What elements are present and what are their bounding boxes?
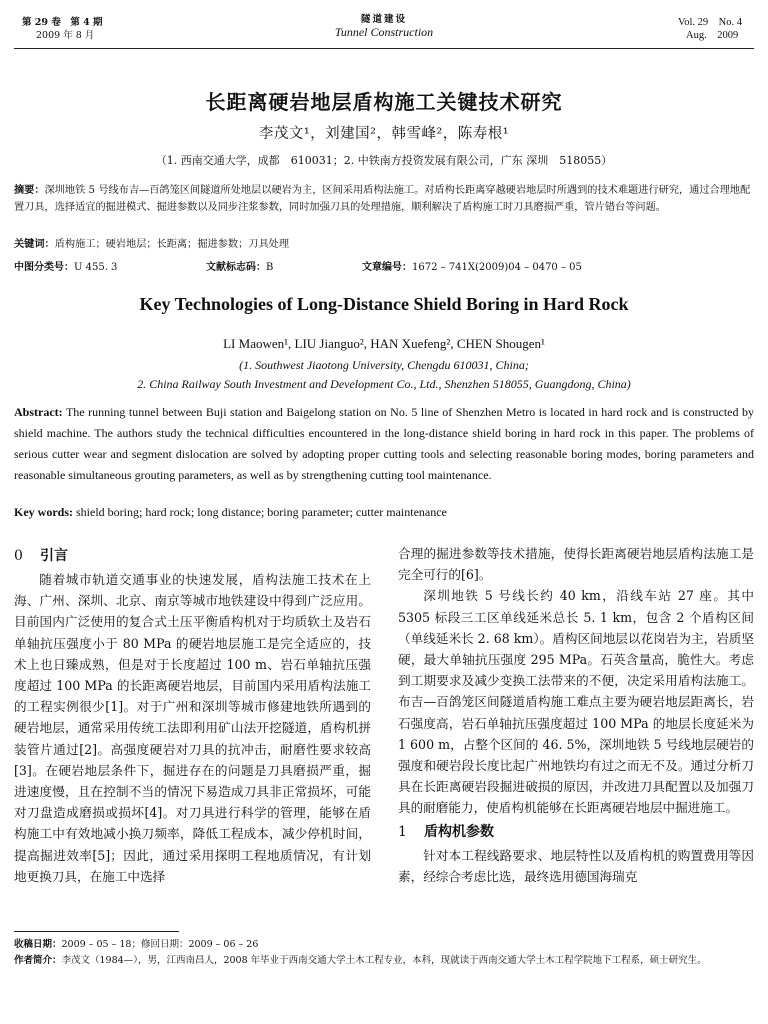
section-1-title: 盾构机参数: [424, 823, 494, 840]
abstract-cn-text: 深圳地铁 5 号线布吉—百鸽笼区间隧道所处地层以硬岩为主，区间采用盾构法施工。对盾构长距离穿越硬岩地层时所遇到的技术难题进行研究，通过合理地配置刀具，选择适宜的掘进模式、掘进参数以及同步注浆参数，同时加强刀具的处理措施，顺利解决了盾构施工时刀具磨损严重，管片错台等问题。: [14, 185, 751, 214]
classification-value: U 455. 3: [74, 262, 118, 273]
abstract-cn-label: 摘要：: [14, 184, 45, 196]
document-code: [206, 258, 273, 273]
right-col-paragraph-1: 合理的掘进参数等技术措施，使得长距离硬岩地层盾构法施工是完全可行的[6]。: [398, 546, 754, 583]
abstract-cn: [14, 182, 754, 217]
classification-label: 中图分类号：: [14, 262, 74, 273]
title-cn: 长距离硬岩地层盾构施工关键技术研究: [205, 90, 563, 114]
doc-code-value: B: [266, 262, 274, 273]
keywords-cn: [14, 236, 754, 253]
article-number: [362, 258, 582, 273]
affiliation-en-2: 2. China Railway South Investment and Development Co., Ltd., Shenzhen 518055, Guangdong, China): [137, 377, 631, 391]
right-col-paragraph-3: 针对本工程线路要求、地层特性以及盾构机的购置费用等因素，经综合考虑比选，最终选用德国海瑞克: [398, 847, 754, 884]
header-rule: [14, 48, 754, 49]
abstract-en: [14, 402, 754, 486]
footnote-rule: [14, 931, 179, 932]
section-1-number: 1: [398, 823, 407, 840]
section-1-heading: [398, 821, 754, 841]
running-header-right: [678, 16, 742, 42]
footnote-dates-text: 2009 – 05 – 18；修回日期：2009 – 06 – 26: [61, 939, 259, 950]
authors-cn: 李茂文¹，刘建国²，韩雪峰²，陈寿根¹: [258, 126, 510, 142]
keywords-cn-text: 盾构施工；硬岩地层；长距离；掘进参数；刀具处理: [54, 239, 290, 250]
date-en: Aug. 2009: [686, 30, 739, 41]
title-en: Key Technologies of Long-Distance Shield Boring in Hard Rock: [139, 294, 629, 314]
section-0-number: 0: [14, 548, 23, 564]
doc-code-label: 文献标志码：: [206, 262, 266, 273]
footnote-dates: [14, 937, 754, 952]
footnote-dates-label: 收稿日期：: [14, 939, 62, 950]
section-0-title: 引言: [40, 548, 68, 564]
authors-en: LI Maowen¹, LIU Jianguo², HAN Xuefeng², CHEN Shougen¹: [223, 336, 545, 351]
classification-number: [14, 258, 117, 273]
keywords-en: [14, 505, 754, 520]
affiliations-cn: （1. 西南交通大学，成都 610031；2. 中铁南方投资发展有限公司，广东 深圳 518055）: [155, 154, 613, 167]
footnote-author-text: 李茂文（1984—），男，江西南昌人，2008 年毕业于西南交通大学土木工程专业，本科，现就读于西南交通大学土木工程学院地下工程系，硕士研究生。: [61, 955, 707, 966]
journal-name-en: Tunnel Construction: [334, 25, 434, 39]
abstract-en-text: The running tunnel between Buji station and Baigelong station on No. 5 line of Shenzhen Metro is located in hard rock and is constructed by shield machine. The authors study the technical difficulties encountered in the long-distance shield boring in hard rock in this paper. The problems of serious cutter wear and segment dislocation are solved by adopting proper cutting tools and selecting reasonable boring modes, boring parameters and reasonable simultaneous grouting parameters, as well as by strengthening cutting tool maintenance.: [14, 405, 754, 482]
left-column: [14, 545, 371, 887]
section-0-paragraph: 随着城市轨道交通事业的快速发展，盾构法施工技术在上海、广州、深圳、北京、南京等城市地铁建设中得到广泛应用。目前国内广泛使用的复合式土压平衡盾构机对于均质软土及岩石单轴抗压强度小于 80 MPa 的硬岩地层施工是完全适应的，技术上也日臻成熟，但是对于长度超过 100 m、岩石单轴抗压强度超过 100 MPa 的长距离硬岩地层，目前国内采用盾构法施工的工程实例很少[1]。对于广州和深圳等城市修建地铁所遇到的硬岩地层，通常采用传统工法即利用矿山法开挖隧道，盾构机拼装管片通过[2]。高强度硬岩对刀具的抗冲击，耐磨性要求较高[3]。在硬岩地层条件下，掘进存在的问题是刀具磨损严重，掘进速度慢，且在控制不当的情况下易造成刀具非正常损坏，可能对刀盘造成磨损或损坏[4]。对刀具进行科学的管理，能够在盾构施工中有效地减小换刀频率，降低工程成本，减少停机时间，提高掘进效率[5]；因此，通过采用探明工程地质情况，有计划地更换刀具，在施工中选择: [14, 572, 371, 884]
volume-issue-cn: 第 29 卷 第 4 期: [22, 17, 103, 28]
abstract-en-label: Abstract:: [14, 405, 63, 419]
footnote-author-label: 作者简介：: [14, 955, 62, 966]
running-header-center: [0, 13, 768, 39]
article-no-value: 1672 – 741X(2009)04 – 0470 – 05: [412, 262, 582, 273]
section-0-heading: [14, 545, 371, 565]
date-cn: 2009 年 8 月: [36, 30, 95, 41]
volume-issue-en: Vol. 29 No. 4: [678, 17, 742, 28]
keywords-en-text: shield boring; hard rock; long distance; boring parameter; cutter maintenance: [76, 505, 447, 519]
right-column: [398, 543, 754, 887]
journal-name-cn: 隧道建设: [360, 14, 407, 25]
keywords-en-label: Key words:: [14, 505, 73, 519]
article-no-label: 文章编号：: [362, 262, 412, 273]
right-col-paragraph-2: 深圳地铁 5 号线长约 40 km，沿线车站 27 座。其中 5305 标段三工区单线延米总长 5. 1 km，包含 2 个盾构区间（单线延米长 2. 68 km）。盾构区间地层以花岗岩为主，岩质坚硬，最大单轴抗压强度 295 MPa。石英含量高，脆性大。考虑到工期要求及减少变换工法带来的不便，决定采用盾构法施工。布吉—百鸽笼区间隧道盾构施工难点主要为硬岩地层距离长，岩石强度高，岩石单轴抗压强度超过 100 MPa 的地层长度延米为 1 600 m，占整个区间的 46. 5%，深圳地铁 5 号线地层硬岩的强度和硬岩段长度比起广州地铁均有过之而无不及。通过分析刀具在长距离硬岩段掘进破损的原因，并改进刀具配置以及加强刀具的耐磨能力，使盾构机能够在长距离硬岩地层中掘进施工。: [398, 588, 754, 816]
footnote-author-bio: [14, 953, 754, 968]
affiliation-en-1: (1. Southwest Jiaotong University, Chengdu 610031, China;: [239, 358, 529, 372]
keywords-cn-label: 关键词：: [14, 238, 55, 250]
